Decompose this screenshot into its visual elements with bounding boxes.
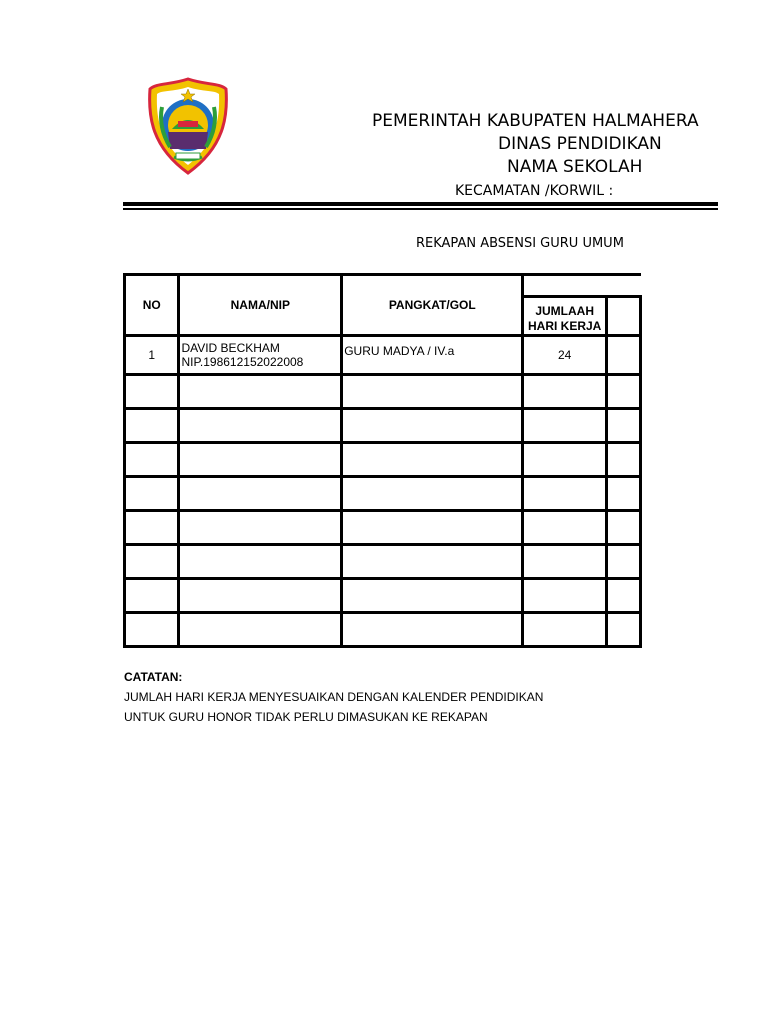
- table-row: [125, 375, 641, 409]
- cell-next-column: [607, 545, 641, 579]
- header-next-column: [607, 297, 641, 336]
- cell-pangkat-gol: [342, 511, 523, 545]
- cell-nama-nip: [179, 477, 342, 511]
- cell-jumlah-hari-kerja: [523, 443, 607, 477]
- cell-pangkat-gol: [342, 443, 523, 477]
- cell-next-column: [607, 409, 641, 443]
- regency-coat-of-arms-icon: [148, 77, 228, 175]
- header-pangkat-gol: PANGKAT/GOL: [342, 275, 523, 336]
- cell-jumlah-hari-kerja: [523, 477, 607, 511]
- cell-nama-nip: [179, 375, 342, 409]
- cell-no: 1: [125, 336, 179, 375]
- cell-pangkat-gol: GURU MADYA / IV.a: [342, 336, 523, 375]
- cell-jumlah-hari-kerja: [523, 409, 607, 443]
- header-jumlah-hari-kerja: JUMLAAH HARI KERJA: [523, 297, 607, 336]
- cell-pangkat-gol: [342, 409, 523, 443]
- cell-no: [125, 477, 179, 511]
- header-nama-nip: NAMA/NIP: [179, 275, 342, 336]
- cell-nama-nip: [179, 613, 342, 647]
- table-row: [125, 511, 641, 545]
- cell-nama-nip: [179, 511, 342, 545]
- cell-pangkat-gol: [342, 579, 523, 613]
- header-no: NO: [125, 275, 179, 336]
- letterhead-rule-thin: [123, 208, 718, 210]
- table-row: [125, 477, 641, 511]
- letterhead-line-school: NAMA SEKOLAH: [507, 157, 643, 177]
- cell-nama-nip: [179, 409, 342, 443]
- note-item: JUMLAH HARI KERJA MENYESUAIKAN DENGAN KALENDER PENDIDIKAN: [124, 690, 544, 704]
- table-row: [125, 613, 641, 647]
- notes-section: [124, 667, 543, 727]
- cell-jumlah-hari-kerja: [523, 613, 607, 647]
- document-title: REKAPAN ABSENSI GURU UMUM: [416, 236, 624, 251]
- cell-pangkat-gol: [342, 375, 523, 409]
- cell-next-column: [607, 511, 641, 545]
- table-row: [125, 336, 641, 375]
- note-item: UNTUK GURU HONOR TIDAK PERLU DIMASUKAN KE REKAPAN: [124, 710, 488, 724]
- cell-nama-nip: [179, 443, 342, 477]
- letterhead-line-regency: PEMERINTAH KABUPATEN HALMAHERA: [372, 111, 699, 131]
- cell-next-column: [607, 613, 641, 647]
- cell-jumlah-hari-kerja: 24: [523, 336, 607, 375]
- cell-jumlah-hari-kerja: [523, 579, 607, 613]
- header-group-spacer: [523, 275, 641, 297]
- letterhead-line-agency: DINAS PENDIDIKAN: [498, 134, 662, 154]
- attendance-table-container: [123, 273, 642, 647]
- cell-jumlah-hari-kerja: [523, 545, 607, 579]
- cell-nama-nip: [179, 579, 342, 613]
- cell-next-column: [607, 477, 641, 511]
- cell-no: [125, 511, 179, 545]
- cell-no: [125, 613, 179, 647]
- table-row: [125, 545, 641, 579]
- cell-next-column: [607, 443, 641, 477]
- cell-no: [125, 545, 179, 579]
- cell-no: [125, 443, 179, 477]
- teacher-nip: NIP.198612152022008: [181, 355, 304, 369]
- cell-next-column: [607, 336, 641, 375]
- notes-heading: CATATAN:: [124, 670, 183, 684]
- cell-pangkat-gol: [342, 477, 523, 511]
- cell-next-column: [607, 579, 641, 613]
- table-row: [125, 409, 641, 443]
- table-row: [125, 579, 641, 613]
- cell-pangkat-gol: [342, 613, 523, 647]
- cell-nama-nip: [179, 545, 342, 579]
- cell-jumlah-hari-kerja: [523, 375, 607, 409]
- teacher-name: DAVID BECKHAM: [181, 341, 280, 355]
- attendance-table: [123, 273, 642, 648]
- cell-nama-nip: [179, 336, 342, 375]
- table-row: [125, 443, 641, 477]
- cell-no: [125, 409, 179, 443]
- cell-pangkat-gol: [342, 545, 523, 579]
- cell-next-column: [607, 375, 641, 409]
- cell-jumlah-hari-kerja: [523, 511, 607, 545]
- letterhead-line-district: KECAMATAN /KORWIL :: [455, 183, 614, 199]
- letterhead-rule-thick: [123, 202, 718, 206]
- cell-no: [125, 375, 179, 409]
- cell-no: [125, 579, 179, 613]
